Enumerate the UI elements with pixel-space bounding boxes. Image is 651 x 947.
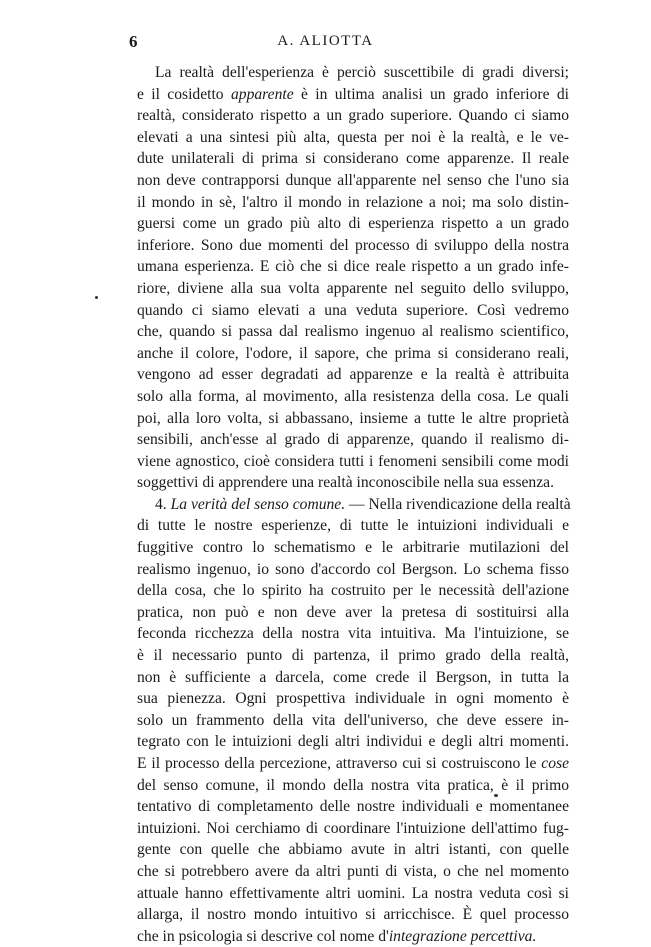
running-title: A. ALIOTTA: [277, 33, 374, 49]
text-line: [137, 796, 569, 818]
text-line: [137, 688, 569, 710]
text-line: [137, 580, 569, 602]
text-line: [137, 818, 569, 840]
text-run: sua pienezza. Ogni prospettiva individuale in ogni momento è: [137, 690, 569, 708]
text-run: anche il colore, l'odore, il sapore, che prima si considerano reali,: [137, 344, 569, 362]
ink-speck: [494, 794, 498, 797]
text-run: allarga, il nostro mondo intuitivo si arricchisce. È quel processo: [137, 906, 569, 924]
text-line: [137, 408, 569, 430]
text-line: [137, 623, 569, 645]
text-line: [137, 192, 569, 214]
text-run: — Nella rivendicazione della realtà: [345, 495, 571, 513]
text-run: La realtà dell'esperienza è perciò suscettibile di gradi diversi;: [155, 64, 569, 81]
text-run: attuale hanno effettivamente altri uomini. La nostra veduta così si: [137, 884, 569, 902]
text-line: [137, 84, 569, 106]
page-number: 6: [129, 32, 138, 51]
text-line: [137, 321, 569, 343]
text-line: [137, 256, 569, 278]
text-run: il mondo in sè, l'altro il mondo in relazione a noi; ma solo distin-: [137, 193, 569, 211]
text-line: [137, 645, 569, 667]
text-line: [137, 839, 569, 861]
text-line: [137, 429, 569, 451]
text-line: [137, 753, 569, 775]
text-line: [137, 364, 569, 386]
text-line: [137, 710, 569, 732]
text-run: dute unilaterali di prima si considerano come apparenze. Il reale: [137, 150, 569, 168]
text-line: [137, 235, 569, 257]
text-run: di tutte le nostre esperienze, di tutte le intuizioni individuali e: [137, 517, 569, 535]
text-run: gente con quelle che abbiamo avute in altri istanti, con quelle: [137, 841, 569, 859]
italic-run: apparente: [230, 85, 294, 103]
body-text: [137, 62, 569, 947]
text-run: viene agnostico, cioè considera tutti i fenomeni sensibili come modi: [137, 452, 569, 470]
text-line: [137, 278, 569, 300]
ink-speck: [95, 296, 98, 299]
text-line: [137, 300, 569, 322]
text-run: 4.: [155, 495, 171, 513]
text-run: e il cosidetto: [137, 85, 231, 103]
text-line: [137, 904, 569, 926]
text-line: [137, 861, 569, 883]
text-run: riore, diviene alla sua volta apparente nel seguito dello sviluppo,: [137, 279, 569, 297]
text-run: poi, alla loro volta, si abbassano, insieme a tutte le altre proprietà: [137, 409, 569, 427]
text-line: [137, 667, 569, 689]
text-run: pratica, non può e non deve aver la pretesa di sostituirsi alla: [137, 603, 569, 621]
text-line: [137, 559, 569, 581]
italic-run: cose: [541, 755, 569, 772]
text-run: intuizioni. Noi cerchiamo di coordinare l'intuizione dell'attimo fug-: [137, 819, 569, 837]
text-run: fuggitive contro lo schematismo e le arbitrarie mutilazioni del: [137, 539, 569, 557]
text-line: [137, 170, 569, 192]
text-line: [137, 775, 569, 797]
text-run: umana esperienza. E ciò che si dice reale rispetto a un grado infe-: [137, 258, 569, 276]
text-line: [137, 926, 569, 947]
text-line: [137, 386, 569, 408]
text-line: [137, 883, 569, 905]
text-run: elevati a una sintesi più alta, questa per noi è la realtà, e le ve-: [137, 128, 569, 146]
text-run: soggettivi di apprendere una realtà inconoscibile nella sua essenza.: [137, 474, 554, 492]
text-line: [137, 62, 569, 84]
text-line: [137, 537, 569, 559]
text-run: quando ci siamo elevati a una veduta superiore. Così vedremo: [137, 301, 569, 319]
italic-run: La verità del senso comune.: [170, 495, 346, 513]
text-run: solo un frammento della vita dell'universo, che deve essere in-: [137, 711, 569, 729]
text-run: realtà, considerato rispetto a un grado superiore. Quando ci siamo: [137, 107, 569, 125]
text-line: [137, 731, 569, 753]
text-run: non è sufficiente a darcela, come crede il Bergson, in tutta la: [137, 668, 569, 686]
text-line: [137, 105, 569, 127]
text-run: realismo ingenuo, io sono d'accordo col Bergson. Lo schema fisso: [137, 560, 569, 578]
text-run: E il processo della percezione, attraverso cui si costruiscono le: [137, 755, 542, 772]
text-line: [137, 451, 569, 473]
text-line: [137, 343, 569, 365]
text-line: [137, 515, 569, 537]
text-line: [137, 494, 569, 516]
text-run: del senso comune, il mondo della nostra vita pratica, è il primo: [137, 776, 569, 794]
text-line: [137, 148, 569, 170]
text-run: che in psicologia si descrive col nome d': [137, 927, 389, 945]
text-run: che si potrebbero avere da altri punti di vista, o che nel momento: [137, 862, 569, 880]
text-run: guersi come un grado più alto di esperienza rispetto a un grado: [137, 215, 569, 233]
text-run: è il necessario punto di partenza, il primo grado della realtà,: [137, 647, 569, 665]
text-run: tentativo di completamento delle nostre individuali e momentanee: [137, 798, 569, 816]
text-run: inferiore. Sono due momenti del processo di sviluppo della nostra: [137, 236, 569, 254]
text-run: solo alla forma, al movimento, alla resistenza della cosa. Le quali: [137, 387, 569, 405]
text-run: che, quando si passa dal realismo ingenuo al realismo scientifico,: [137, 323, 569, 341]
text-run: non deve contrapporsi dunque all'apparente nel senso che l'uno sia: [137, 171, 569, 189]
text-run: della cosa, che lo spirito ha costruito per le necessità dell'azione: [137, 582, 569, 600]
text-line: [137, 213, 569, 235]
text-run: sensibili, anch'esse al grado di apparenze, quando il realismo di-: [137, 431, 569, 449]
text-run: feconda ricchezza della nostra vita intuitiva. Ma l'intuizione, se: [137, 625, 569, 643]
text-run: vengono ad esser degradati ad apparenze e la realtà è attribuita: [137, 366, 569, 384]
text-line: [137, 472, 569, 494]
text-line: [137, 127, 569, 149]
running-header: [0, 32, 651, 54]
italic-run: integrazione percettiva.: [388, 927, 537, 945]
text-run: è in ultima analisi un grado inferiore di: [293, 85, 569, 103]
text-line: [137, 602, 569, 624]
text-run: tegrato con le intuizioni degli altri individui e degli altri momenti.: [137, 733, 569, 751]
